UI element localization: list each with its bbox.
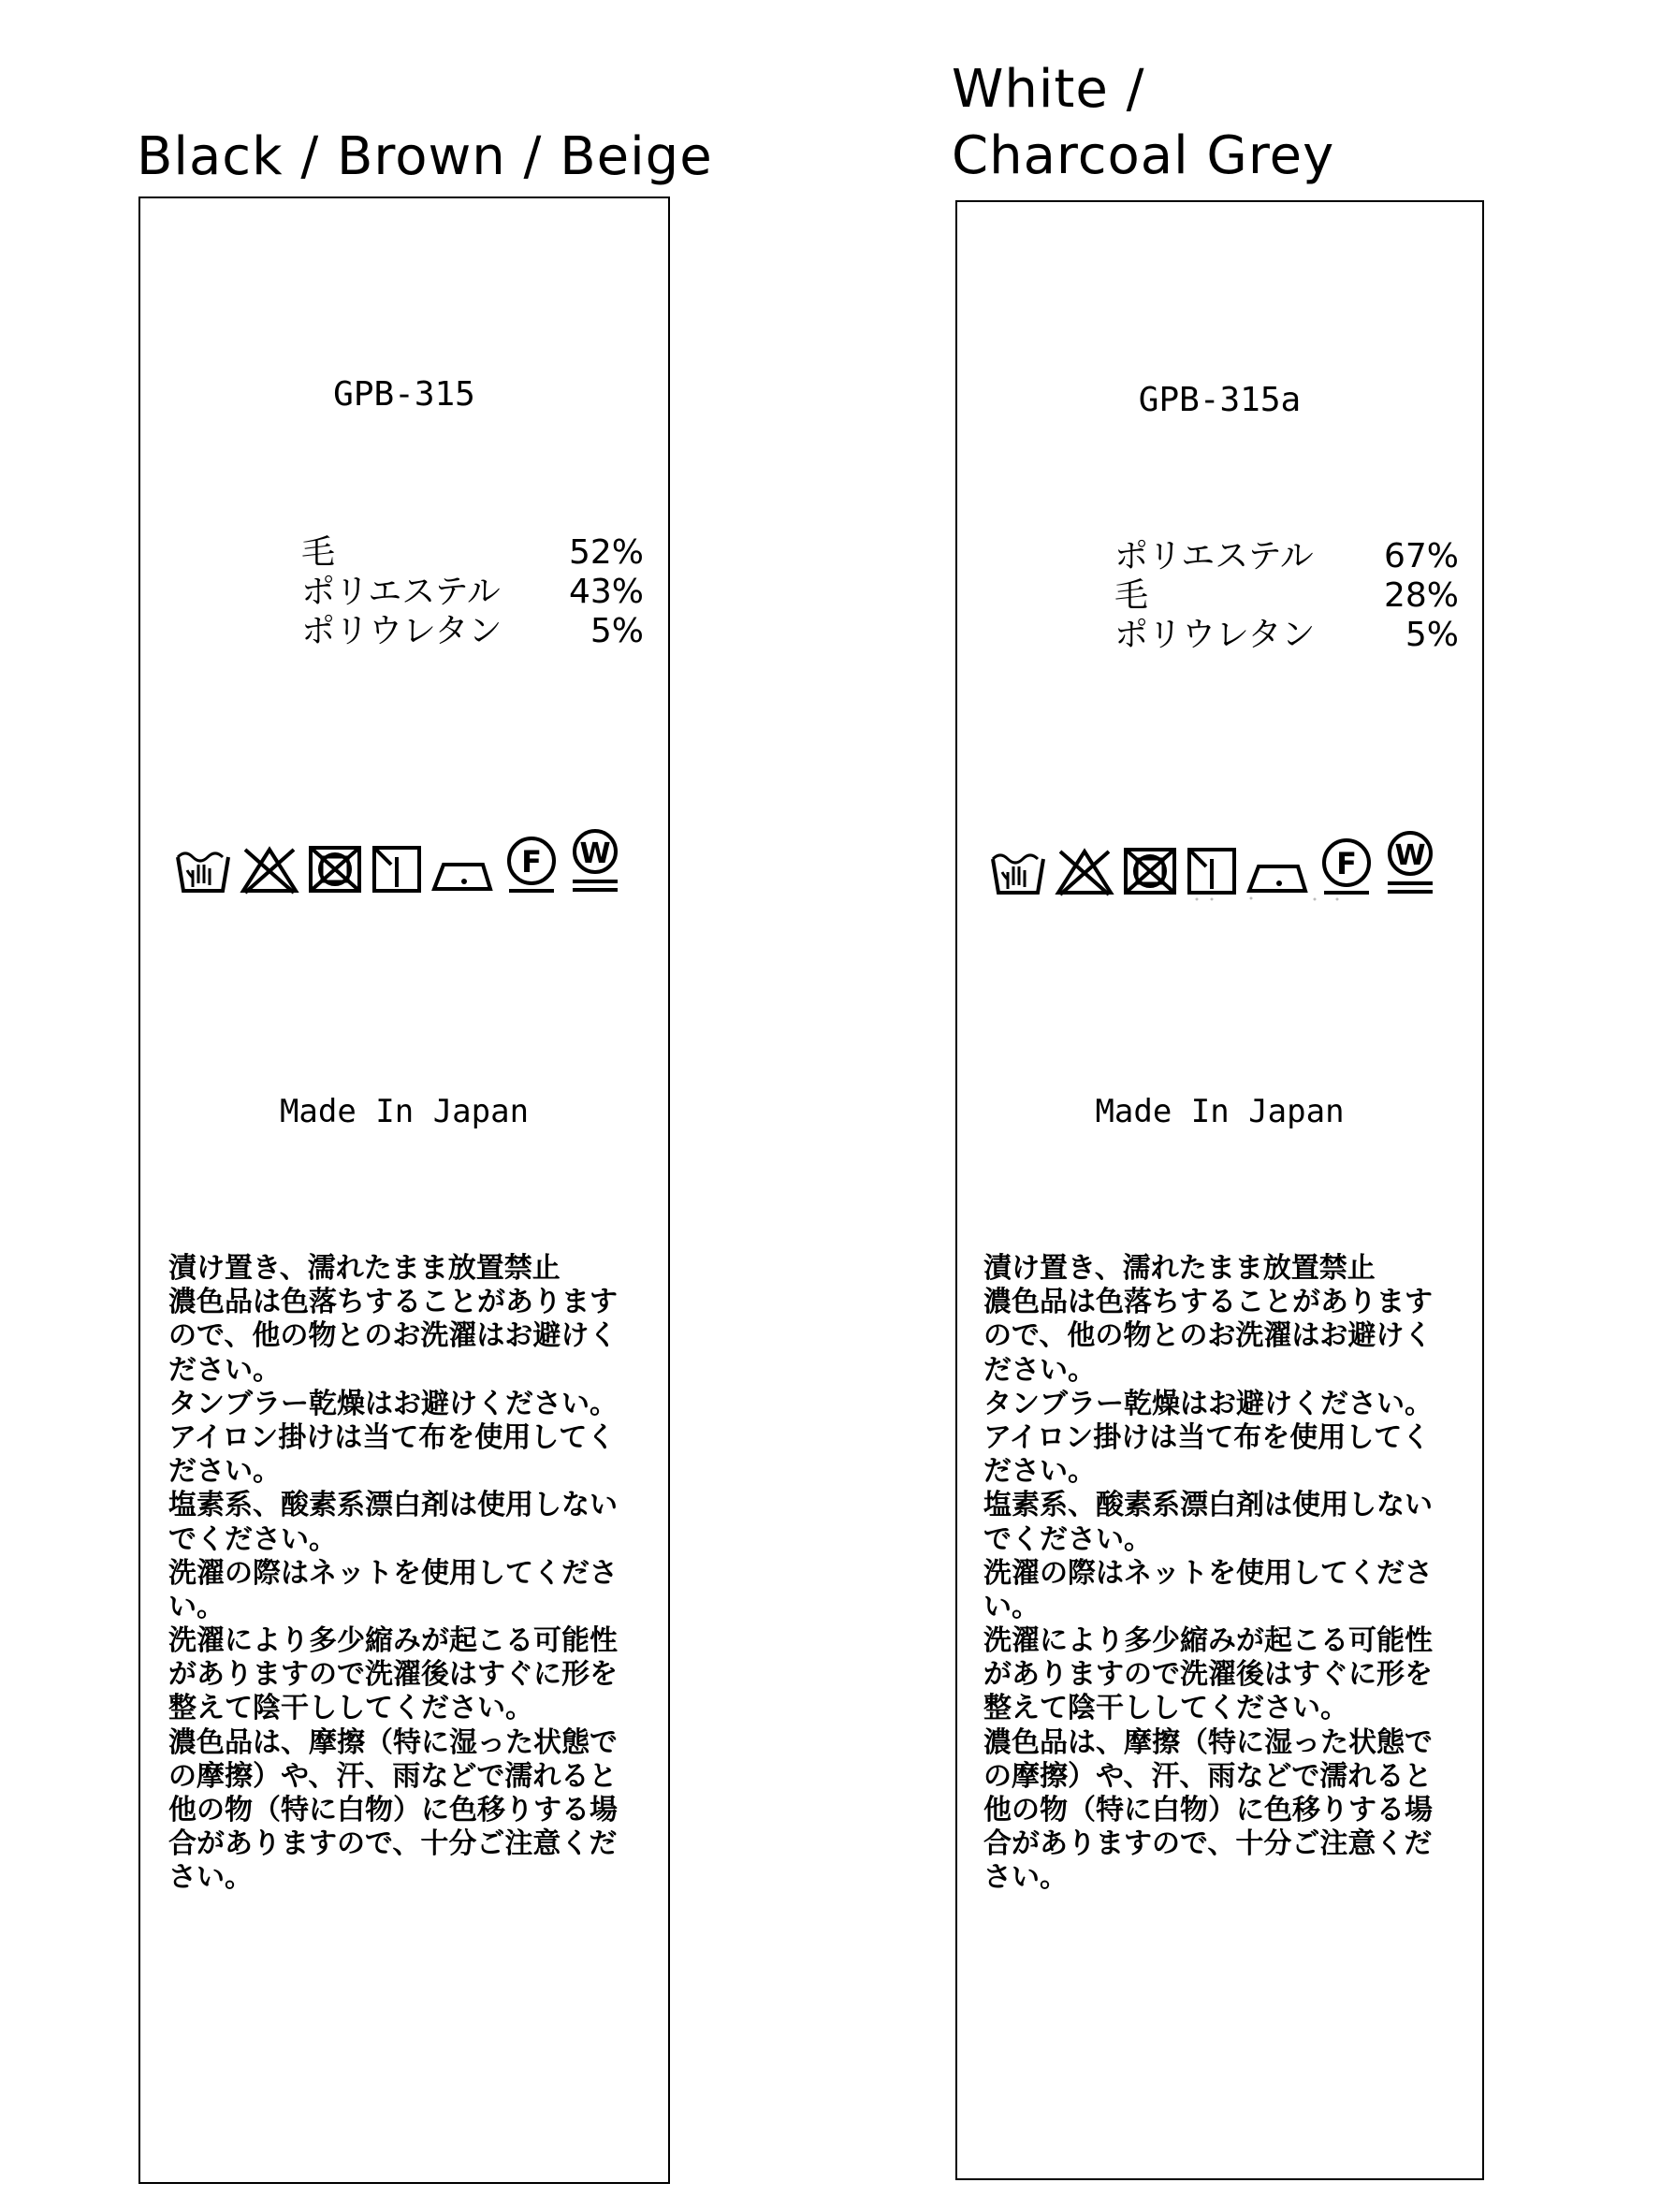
fiber-name: ポリエステル <box>301 573 501 611</box>
care-instructions <box>983 1252 1433 1896</box>
fiber-row <box>301 573 644 612</box>
label-heading-line: White / <box>952 59 1145 120</box>
care-symbols <box>174 827 623 895</box>
svg-text:W: W <box>579 837 611 870</box>
care-instruction-line: 他の物（特に白物）に色移りする場 <box>168 1794 618 1826</box>
label-heading <box>137 124 713 190</box>
fiber-percent: 52% <box>568 533 644 572</box>
care-instructions <box>168 1252 618 1896</box>
fiber-row <box>1114 616 1459 655</box>
care-instruction-line: でください。 <box>168 1522 337 1556</box>
care-instruction-line: 洗濯の際はネットを使用してくださ <box>983 1556 1433 1590</box>
care-instruction-line: ださい。 <box>168 1455 281 1489</box>
svg-text:F: F <box>1336 846 1357 881</box>
do-not-tumble-dry-icon <box>307 844 363 895</box>
care-instruction-line: 合がありますので、十分ご注意くだ <box>983 1827 1433 1861</box>
fiber-percent: 28% <box>1383 576 1459 615</box>
care-instruction-line: でください。 <box>983 1522 1152 1556</box>
fiber-name: ポリエステル <box>1114 537 1314 575</box>
care-instruction-line: 漬け置き、濡れたまま放置禁止 <box>168 1252 561 1285</box>
care-label <box>138 196 670 2184</box>
care-instruction-line: 濃色品は色落ちすることがあります <box>983 1286 1433 1319</box>
iron-low-with-cloth-icon <box>1245 855 1311 896</box>
care-symbols <box>989 829 1438 896</box>
care-instruction-line: 整えて陰干ししてください。 <box>983 1692 1348 1725</box>
care-instruction-line: い。 <box>168 1590 225 1623</box>
care-instruction-line: 濃色品は、摩擦（特に湿った状態で <box>168 1725 618 1759</box>
care-instruction-line: 塩素系、酸素系漂白剤は使用しない <box>168 1489 618 1522</box>
care-instruction-line: 合がありますので、十分ご注意くだ <box>168 1827 618 1861</box>
care-instruction-line: アイロン掛けは当て布を使用してく <box>168 1420 616 1454</box>
fiber-composition <box>1114 537 1459 655</box>
fiber-row <box>1114 537 1459 576</box>
care-instruction-line: さい。 <box>168 1861 253 1895</box>
care-instruction-line: さい。 <box>983 1861 1068 1895</box>
care-instruction-line: 漬け置き、濡れたまま放置禁止 <box>983 1252 1376 1285</box>
fiber-row <box>301 533 644 573</box>
product-code: GPB-315a <box>1138 381 1302 419</box>
label-heading-line: Black / Brown / Beige <box>137 126 713 187</box>
care-instruction-line: アイロン掛けは当て布を使用してく <box>983 1420 1431 1454</box>
care-instruction-line: 洗濯により多少縮みが起こる可能性 <box>983 1624 1433 1658</box>
care-instruction-line: タンブラー乾燥はお避けください。 <box>168 1387 618 1420</box>
fiber-row <box>1114 576 1459 616</box>
wet-clean-w-icon <box>567 827 623 895</box>
care-instruction-line: ので、他の物とのお洗濯はお避けく <box>168 1319 618 1353</box>
hand-wash-icon <box>174 846 232 895</box>
svg-text:W: W <box>1394 839 1426 872</box>
care-instruction-line: ださい。 <box>983 1353 1096 1387</box>
fiber-percent: 5% <box>1405 616 1459 654</box>
care-instruction-line: がありますので洗濯後はすぐに形を <box>168 1658 618 1692</box>
hand-wash-icon <box>989 848 1047 896</box>
care-instruction-line: がありますので洗濯後はすぐに形を <box>983 1658 1433 1692</box>
fiber-percent: 43% <box>568 573 644 611</box>
care-instruction-line: ので、他の物とのお洗濯はお避けく <box>983 1319 1433 1353</box>
care-instruction-line: の摩擦）や、汗、雨などで濡れると <box>983 1759 1433 1793</box>
wet-clean-w-icon <box>1382 829 1438 896</box>
care-label <box>955 200 1484 2180</box>
care-instruction-line: ださい。 <box>983 1455 1096 1489</box>
print-specks <box>1191 895 1360 904</box>
iron-low-with-cloth-icon <box>430 853 496 895</box>
do-not-tumble-dry-icon <box>1122 846 1178 896</box>
line-dry-in-shade-icon <box>371 844 423 895</box>
label-heading <box>952 56 1334 189</box>
care-instruction-line: い。 <box>983 1590 1040 1623</box>
fiber-name: ポリウレタン <box>1114 616 1316 654</box>
fiber-row <box>301 612 644 651</box>
country-of-origin: Made In Japan <box>279 1093 530 1130</box>
fiber-name: 毛 <box>301 533 336 572</box>
care-instruction-line: 洗濯により多少縮みが起こる可能性 <box>168 1624 618 1658</box>
care-instruction-line: 洗濯の際はネットを使用してくださ <box>168 1556 618 1590</box>
care-instruction-line: 整えて陰干ししてください。 <box>168 1692 533 1725</box>
fiber-percent: 67% <box>1383 537 1459 575</box>
fiber-percent: 5% <box>590 612 644 650</box>
dry-clean-f-icon <box>1318 837 1375 896</box>
care-instruction-line: 塩素系、酸素系漂白剤は使用しない <box>983 1489 1433 1522</box>
svg-text:F: F <box>521 844 542 880</box>
care-instruction-line: ださい。 <box>168 1353 281 1387</box>
do-not-bleach-icon <box>1055 848 1114 896</box>
care-instruction-line: 他の物（特に白物）に色移りする場 <box>983 1794 1433 1826</box>
fiber-name: 毛 <box>1114 576 1149 615</box>
line-dry-in-shade-icon <box>1186 846 1238 896</box>
product-code: GPB-315 <box>333 375 475 414</box>
fiber-name: ポリウレタン <box>301 612 502 650</box>
care-instruction-line: 濃色品は、摩擦（特に湿った状態で <box>983 1725 1433 1759</box>
care-instruction-line: 濃色品は色落ちすることがあります <box>168 1286 618 1319</box>
care-instruction-line: タンブラー乾燥はお避けください。 <box>983 1387 1433 1420</box>
dry-clean-f-icon <box>503 835 560 895</box>
care-instruction-line: の摩擦）や、汗、雨などで濡れると <box>168 1759 618 1793</box>
country-of-origin: Made In Japan <box>1095 1093 1345 1130</box>
fiber-composition <box>301 533 644 651</box>
do-not-bleach-icon <box>240 846 299 895</box>
label-heading-line: Charcoal Grey <box>952 125 1335 186</box>
